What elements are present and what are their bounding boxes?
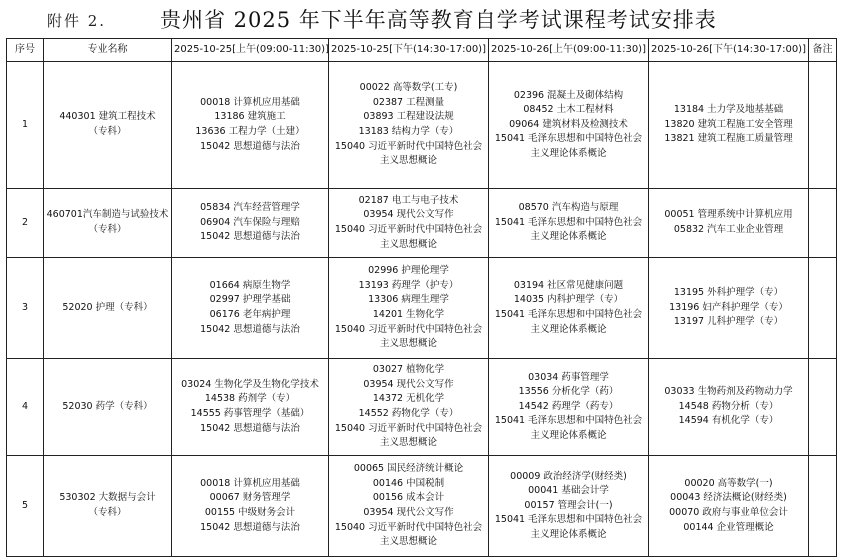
session-4-cell	[649, 359, 809, 456]
course-entry: 13184 土力学及地基基础	[673, 104, 784, 116]
major-cell	[44, 456, 172, 557]
note-cell	[809, 62, 837, 189]
course-entry: 09064 建筑材料及检测技术	[509, 118, 628, 130]
seq-cell: 3	[7, 258, 44, 359]
major-cell	[44, 62, 172, 189]
course-entry: 13821 建筑工程施工质量管理	[664, 133, 793, 145]
note-cell	[809, 258, 837, 359]
course-entry: 05834 汽车经营管理学	[200, 202, 300, 214]
course-entry: 15042 思想道德与法治	[200, 323, 300, 335]
column-header-major: 专业名称	[44, 39, 172, 62]
note-cell	[809, 189, 837, 258]
session-4-cell	[649, 456, 809, 557]
course-entry: 00070 政府与事业单位会计	[669, 507, 788, 518]
course-entry: 14594 有机化学（专）	[678, 415, 779, 427]
course-entry: 14555 药事管理学（基础）	[190, 408, 310, 419]
session-4-cell	[649, 62, 809, 189]
note-cell	[809, 359, 837, 456]
major-cell	[44, 189, 172, 258]
session-3-cell	[489, 189, 649, 258]
column-header-session-1: 2025-10-25[上午(09:00-11:30)]	[172, 39, 329, 62]
course-entry: 15041 毛泽东思想和中国特色社会主义理论体系概论	[494, 216, 643, 243]
major-name-text: 460701汽车制造与试验技术（专科）	[46, 209, 169, 235]
column-header-note: 备注	[809, 39, 837, 62]
course-entry: 14552 药物化学（专）	[358, 408, 459, 419]
course-entry: 00051 管理系统中计算机应用	[664, 209, 793, 221]
session-3-cell	[489, 359, 649, 456]
course-entry: 00067 财务管理学	[209, 492, 291, 504]
course-entry: 13193 药理学（护专）	[358, 279, 459, 291]
major-name-text: 52020 护理（专科）	[62, 301, 153, 313]
course-entry: 15041 毛泽东思想和中国特色社会主义理论体系概论	[494, 133, 643, 159]
title-row	[0, 0, 844, 38]
session-4-cell	[649, 258, 809, 359]
session-3-cell	[489, 258, 649, 359]
table-row	[7, 456, 837, 557]
course-entry: 02396 混凝土及砌体结构	[513, 89, 624, 101]
table-row	[7, 62, 837, 189]
course-entry: 14548 药物分析（专）	[678, 400, 779, 412]
session-2-cell	[329, 258, 489, 359]
course-entry: 14035 内科护理学（专）	[513, 294, 624, 306]
course-entry: 03024 生物化学及生物化学技术	[181, 378, 319, 390]
course-entry: 03034 药事管理学	[528, 371, 609, 383]
header-row	[7, 39, 837, 62]
session-2-cell	[329, 359, 489, 456]
session-2-cell	[329, 456, 489, 557]
course-entry: 15040 习近平新时代中国特色社会主义思想概论	[334, 521, 483, 548]
course-entry: 03027 植物化学	[372, 364, 445, 376]
course-entry: 13183 结构力学（专）	[358, 126, 459, 137]
course-entry: 15042 思想道德与法治	[200, 521, 300, 533]
course-entry: 03893 工程建设法规	[363, 111, 454, 123]
course-entry: 00018 计算机应用基础	[200, 96, 300, 108]
session-4-cell	[649, 189, 809, 258]
course-entry: 15040 习近平新时代中国特色社会主义思想概论	[334, 422, 483, 449]
course-entry: 00018 计算机应用基础	[200, 477, 300, 489]
course-entry: 15040 习近平新时代中国特色社会主义思想概论	[334, 323, 483, 350]
course-entry: 03954 现代公文写作	[363, 209, 454, 221]
course-entry: 00146 中国税制	[372, 477, 445, 489]
seq-cell: 5	[7, 456, 44, 557]
course-entry: 15041 毛泽东思想和中国特色社会主义理论体系概论	[494, 415, 643, 441]
course-entry: 13196 妇产科护理学（专）	[669, 301, 788, 313]
course-entry: 02387 工程测量	[372, 96, 445, 108]
session-1-cell	[172, 359, 329, 456]
column-header-session-4: 2025-10-26[下午(14:30-17:00)]	[649, 39, 809, 62]
course-entry: 15042 思想道德与法治	[200, 422, 300, 434]
course-entry: 00009 政治经济学(财经类)	[510, 470, 627, 482]
course-entry: 06904 汽车保险与理赔	[200, 216, 300, 228]
course-entry: 15041 毛泽东思想和中国特色社会主义理论体系概论	[494, 514, 643, 540]
course-entry: 13820 建筑工程施工安全管理	[664, 118, 793, 130]
document-title: 贵州省 2025 年下半年高等教育自学考试课程考试安排表	[160, 8, 717, 32]
session-1-cell	[172, 258, 329, 359]
course-entry: 14538 药剂学（专）	[204, 393, 296, 405]
course-entry: 00156 成本会计	[372, 492, 445, 504]
course-entry: 06176 老年病护理	[209, 309, 291, 320]
course-entry: 00144 企业管理概论	[683, 521, 774, 533]
major-name-text: 52030 药学（专科）	[62, 400, 153, 412]
course-entry: 03954 现代公文写作	[363, 507, 454, 518]
course-entry: 15040 习近平新时代中国特色社会主义思想概论	[334, 140, 483, 167]
exam-schedule-table	[6, 38, 837, 557]
course-entry: 00041 基础会计学	[528, 485, 609, 497]
course-entry: 14372 无机化学	[372, 393, 445, 405]
course-entry: 15040 习近平新时代中国特色社会主义思想概论	[334, 224, 483, 250]
table-body	[7, 62, 837, 557]
table-row	[7, 359, 837, 456]
course-entry: 14201 生物化学	[372, 309, 445, 320]
major-cell	[44, 359, 172, 456]
major-name-text: 530302 大数据与会计	[59, 492, 156, 504]
course-entry: 00065 国民经济统计概论	[353, 463, 464, 475]
course-entry: 00022 高等数学(工专)	[359, 82, 458, 94]
course-entry: 15041 毛泽东思想和中国特色社会主义理论体系概论	[494, 309, 643, 335]
major-name-text: 440301 建筑工程技术	[59, 111, 156, 123]
course-entry: 01664 病原生物学	[209, 279, 291, 291]
table-row	[7, 189, 837, 258]
course-entry: 15042 思想道德与法治	[200, 140, 300, 152]
course-entry: 14542 药理学（药专）	[518, 400, 619, 412]
session-1-cell	[172, 456, 329, 557]
course-entry: 08452 土木工程材料	[523, 104, 614, 116]
course-entry: 13636 工程力学（土建）	[195, 126, 305, 137]
session-2-cell	[329, 189, 489, 258]
seq-cell: 4	[7, 359, 44, 456]
major-cell	[44, 258, 172, 359]
course-entry: 08570 汽车构造与原理	[518, 202, 619, 214]
course-entry: 02996 护理伦理学	[368, 265, 449, 277]
course-entry: 13556 分析化学（药）	[518, 386, 619, 398]
session-1-cell	[172, 62, 329, 189]
major-name-text: （专科）	[88, 507, 127, 518]
course-entry: 03954 现代公文写作	[363, 378, 454, 390]
course-entry: 00155 中级财务会计	[204, 507, 296, 518]
seq-cell: 2	[7, 189, 44, 258]
course-entry: 00157 管理会计(一)	[524, 499, 613, 511]
course-entry: 00020 高等数学(一)	[684, 477, 773, 489]
course-entry: 13197 儿科护理学（专）	[673, 316, 784, 328]
session-3-cell	[489, 456, 649, 557]
course-entry: 02187 电工与电子技术	[358, 194, 459, 206]
course-entry: 05832 汽车工业企业管理	[673, 224, 784, 235]
course-entry: 03194 社区常见健康问题	[513, 279, 624, 291]
session-1-cell	[172, 189, 329, 258]
column-header-seq: 序号	[7, 39, 44, 62]
column-header-session-2: 2025-10-25[下午(14:30-17:00)]	[329, 39, 489, 62]
column-header-session-3: 2025-10-26[上午(09:00-11:30)]	[489, 39, 649, 62]
table-row	[7, 258, 837, 359]
course-entry: 13195 外科护理学（专）	[673, 287, 784, 299]
session-3-cell	[489, 62, 649, 189]
major-name-text: （专科）	[88, 126, 127, 137]
attachment-label: 附件 2.	[47, 12, 107, 30]
seq-cell: 1	[7, 62, 44, 189]
course-entry: 13306 病理生理学	[368, 294, 449, 306]
course-entry: 00043 经济法概论(财经类)	[670, 492, 787, 504]
course-entry: 15042 思想道德与法治	[200, 231, 300, 243]
session-2-cell	[329, 62, 489, 189]
note-cell	[809, 456, 837, 557]
course-entry: 02997 护理学基础	[209, 294, 291, 306]
course-entry: 03033 生物药剂及药物动力学	[664, 386, 793, 398]
course-entry: 13186 建筑施工	[214, 111, 286, 123]
